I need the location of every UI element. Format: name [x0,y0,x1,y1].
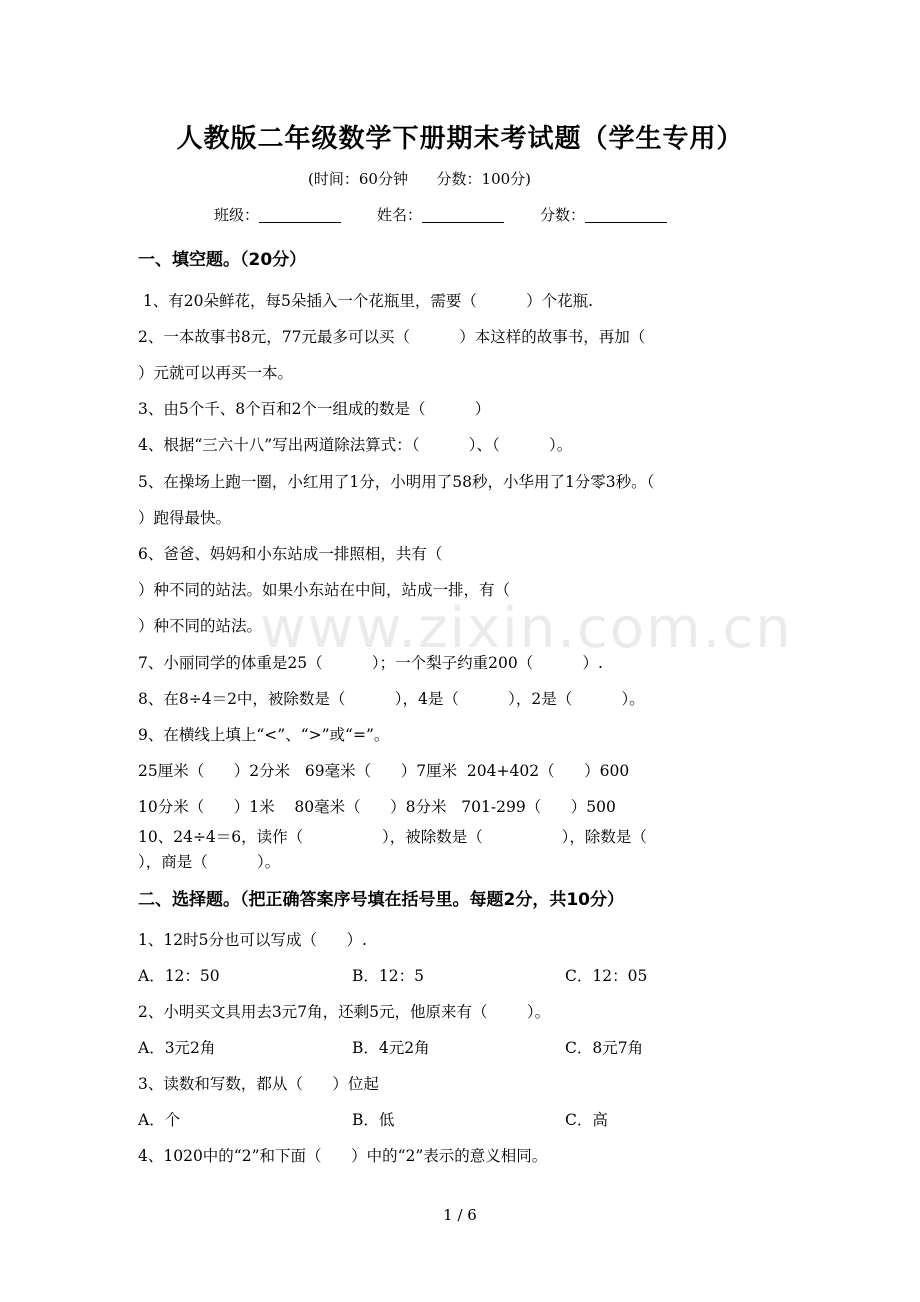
student-info-row [214,204,920,225]
option-b[interactable]: B．12：5 [352,967,424,985]
choice-question: 1、12时5分也可以写成（ ）. [138,931,367,949]
question-line: 10分米（ ）1米 80毫米（ ）8分米 701-299（ ）500 [138,798,616,816]
option-c[interactable]: C．12：05 [565,967,648,985]
option-a[interactable]: A．3元2角 [138,1039,216,1057]
name-label: 姓名： [377,206,423,224]
question-line: 25厘米（ ）2分米 69毫米（ ）7厘米 204+402（ ）600 [138,762,630,780]
option-a[interactable]: A．个 [138,1111,181,1129]
class-blank[interactable] [259,206,341,223]
question-line: 2、一本故事书8元，77元最多可以买（ ）本这样的故事书，再加（ [138,328,646,346]
option-b[interactable]: B．低 [352,1111,395,1129]
class-label: 班级： [214,206,260,224]
question-line: 3、由5个千、8个百和2个一组成的数是（ ） [138,400,491,418]
page-number: 1 / 6 [443,1206,477,1224]
option-c[interactable]: C．高 [565,1111,608,1129]
name-blank[interactable] [422,206,504,223]
question-line: 7、小丽同学的体重是25（ ）；一个梨子约重200（ ）. [138,654,603,672]
option-b[interactable]: B．4元2角 [352,1039,430,1057]
choice-question: 3、读数和写数，都从（ ）位起 [138,1075,379,1093]
question-line: 10、24÷4＝6，读作（ ），被除数是（ ），除数是（ [138,828,647,846]
score-label: 分数： [540,206,586,224]
question-line: ），商是（ ）。 [138,853,281,871]
question-line: ）元就可以再买一本。 [138,364,294,382]
choice-question: 2、小明买文具用去3元7角，还剩5元，他原来有（ ）。 [138,1003,551,1021]
page-title: 人教版二年级数学下册期末考试题（学生专用） [176,124,744,154]
question-line: 6、爸爸、妈妈和小东站成一排照相，共有（ [138,545,443,563]
question-line: 9、在横线上填上“<”、“>”或“=”。 [138,726,390,744]
question-line: 1、有20朵鲜花，每5朵插入一个花瓶里，需要（ ）个花瓶. [138,292,594,310]
question-line: 4、根据“三六十八”写出两道除法算式：（ ）、（ ）。 [138,436,573,454]
question-line: ）跑得最快。 [138,509,232,527]
choice-question: 4、1020中的“2”和下面（ ）中的“2”表示的意义相同。 [138,1147,548,1165]
score-blank[interactable] [585,206,667,223]
exam-info: (时间：60分钟 分数：100分) [308,170,532,188]
question-line: ）种不同的站法。如果小东站在中间，站成一排，有（ [138,581,511,599]
section-heading-fill: 一、填空题。（20分） [138,250,307,270]
section-heading-choice: 二、选择题。（把正确答案序号填在括号里。每题2分，共10分） [138,890,624,910]
watermark: www.zixin.com.cn [260,596,793,661]
question-line: 5、在操场上跑一圈，小红用了1分，小明用了58秒，小华用了1分零3秒。（ [138,473,655,491]
option-c[interactable]: C．8元7角 [565,1039,644,1057]
question-line: ）种不同的站法。 [138,617,263,635]
question-line: 8、在8÷4＝2中，被除数是（ ），4是（ ），2是（ ）。 [138,690,645,708]
option-a[interactable]: A．12：50 [138,967,220,985]
